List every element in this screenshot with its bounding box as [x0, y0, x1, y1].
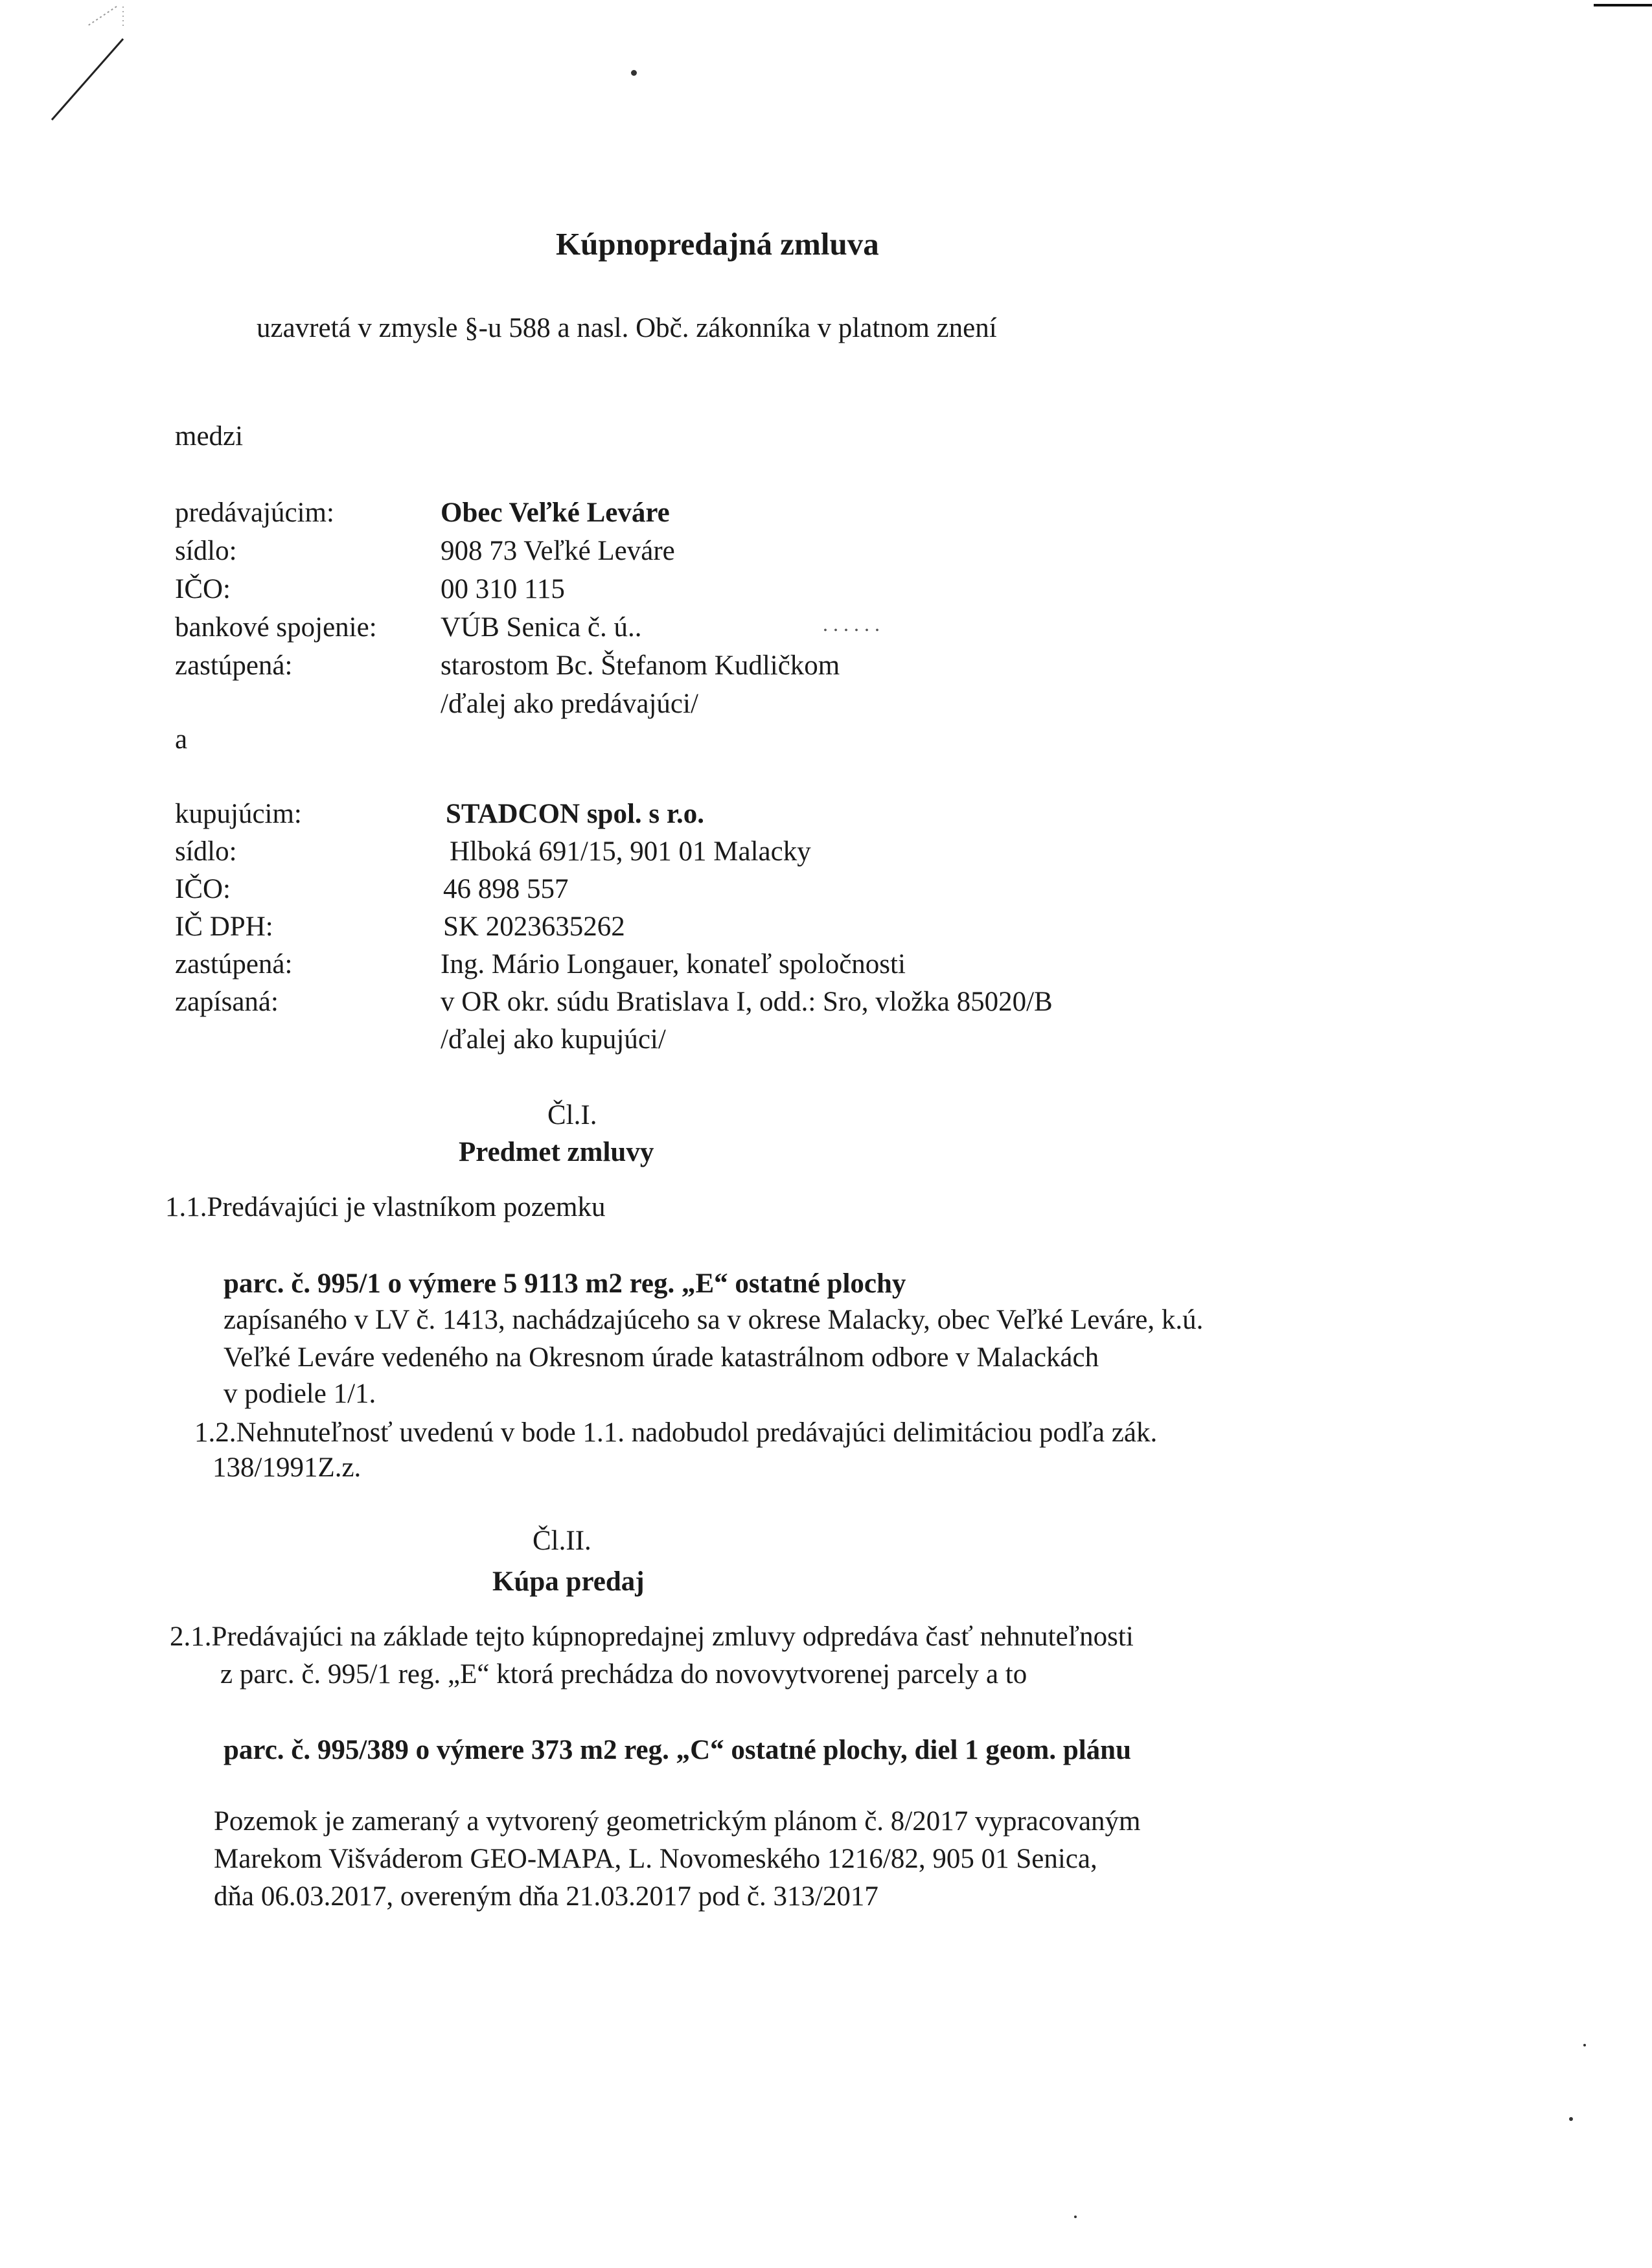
pen-stroke-mark — [39, 0, 143, 130]
article-2-heading: Kúpa predaj — [492, 1566, 645, 1597]
buyer-label-vat: IČ DPH: — [175, 911, 273, 942]
clause-2-1-line: 2.1.Predávajúci na základe tejto kúpnopredajnej zmluvy odpredáva časť nehnuteľnosti — [170, 1621, 1134, 1652]
scan-speck — [1583, 2044, 1586, 2046]
geometric-plan-line: dňa 06.03.2017, overeným dňa 21.03.2017 pod č. 313/2017 — [214, 1881, 878, 1912]
parcel-description-line: v podiele 1/1. — [224, 1379, 376, 1409]
article-1-parcel: parc. č. 995/1 o výmere 5 9113 m2 reg. „E“ ostatné plochy — [224, 1268, 906, 1299]
clause-1-2-line: 1.2.Nehnuteľnosť uvedenú v bode 1.1. nadobudol predávajúci delimitáciou podľa zák. — [194, 1417, 1158, 1448]
geometric-plan-line: Pozemok je zameraný a vytvorený geometrickým plánom č. 8/2017 vypracovaným — [214, 1806, 1141, 1837]
clause-2-1-line: z parc. č. 995/1 reg. „E“ ktorá prechádza do novovytvorenej parcely a to — [220, 1659, 1027, 1690]
clause-1-2-line: 138/1991Z.z. — [212, 1452, 361, 1483]
buyer-vat: SK 2023635262 — [443, 911, 625, 942]
scan-speck — [1569, 2117, 1573, 2121]
buyer-seat: Hlboká 691/15, 901 01 Malacky — [450, 836, 811, 867]
article-2-parcel: parc. č. 995/389 o výmere 373 m2 reg. „C“ ostatné plochy, diel 1 geom. plánu — [224, 1735, 1132, 1765]
scan-speck — [631, 70, 637, 76]
buyer-alias: /ďalej ako kupujúci/ — [441, 1024, 666, 1055]
clause-1-1: 1.1.Predávajúci je vlastníkom pozemku — [165, 1192, 606, 1222]
seller-represented: starostom Bc. Štefanom Kudličkom — [441, 650, 840, 681]
buyer-represented: Ing. Mário Longauer, konateľ spoločnosti — [441, 949, 906, 979]
seller-bank: VÚB Senica č. ú.. — [441, 612, 642, 643]
seller-label-bank: bankové spojenie: — [175, 612, 377, 643]
seller-ico: 00 310 115 — [441, 574, 565, 604]
top-edge-line — [1594, 4, 1652, 6]
seller-seat: 908 73 Veľké Leváre — [441, 536, 675, 566]
article-1-heading: Predmet zmluvy — [459, 1137, 654, 1167]
buyer-label-ico: IČO: — [175, 874, 231, 904]
buyer-label-represented: zastúpená: — [175, 949, 293, 979]
parcel-description-line: Veľké Leváre vedeného na Okresnom úrade katastrálnom odbore v Malackách — [224, 1342, 1099, 1373]
geometric-plan-line: Marekom Višváderom GEO-MAPA, L. Novomeského 1216/82, 905 01 Senica, — [214, 1844, 1097, 1874]
seller-name: Obec Veľké Leváre — [441, 498, 670, 528]
buyer-label-seat: sídlo: — [175, 836, 237, 867]
redacted-account-marks: . . . . . . — [823, 612, 880, 636]
parcel-description-line: zapísaného v LV č. 1413, nachádzajúceho sa v okrese Malacky, obec Veľké Leváre, k.ú. — [224, 1305, 1204, 1335]
document-title: Kúpnopredajná zmluva — [556, 226, 879, 262]
document-subtitle: uzavretá v zmysle §-u 588 a nasl. Obč. zákonníka v platnom znení — [257, 313, 997, 343]
seller-label-role: predávajúcim: — [175, 498, 334, 528]
seller-alias: /ďalej ako predávajúci/ — [441, 689, 698, 719]
buyer-label-registered: zapísaná: — [175, 987, 279, 1017]
seller-label-seat: sídlo: — [175, 536, 237, 566]
seller-label-ico: IČO: — [175, 574, 231, 604]
buyer-registered: v OR okr. súdu Bratislava I, odd.: Sro, vložka 85020/B — [441, 987, 1053, 1017]
and-word: a — [175, 724, 188, 755]
buyer-ico: 46 898 557 — [443, 874, 569, 904]
article-1-number: Čl.I. — [547, 1100, 597, 1130]
seller-label-represented: zastúpená: — [175, 650, 293, 681]
article-2-number: Čl.II. — [533, 1526, 591, 1556]
scan-speck — [1074, 2216, 1077, 2218]
between-word: medzi — [175, 421, 244, 452]
buyer-name: STADCON spol. s r.o. — [446, 799, 705, 829]
buyer-label-role: kupujúcim: — [175, 799, 302, 829]
